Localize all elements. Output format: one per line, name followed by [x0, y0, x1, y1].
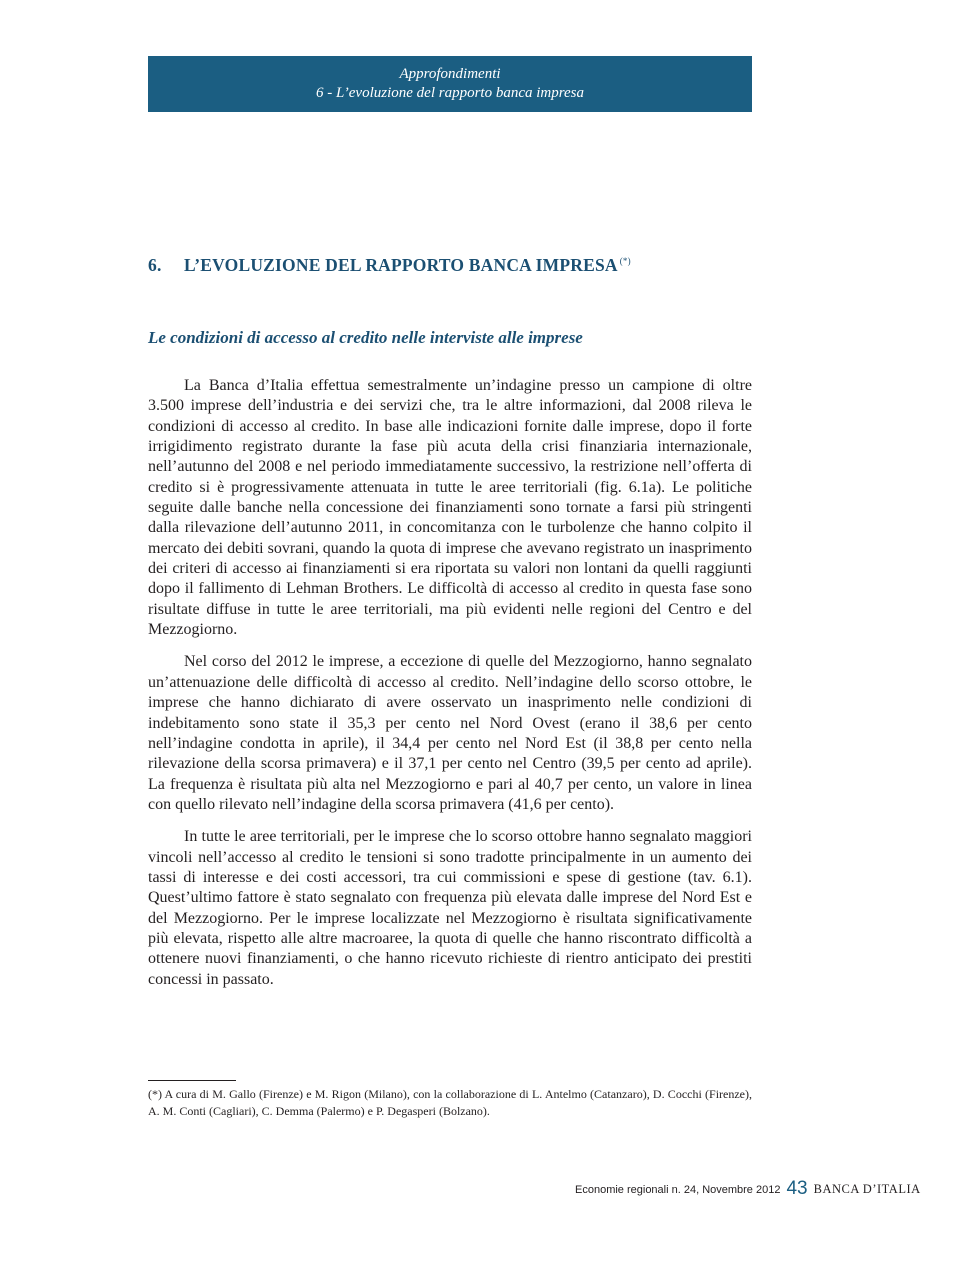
body-text — [148, 376, 752, 1002]
paragraph: In tutte le aree territoriali, per le imprese che lo scorso ottobre hanno segnalato maggiori vincoli nell’accesso al credito le tensioni si sono tradotte principalmente in un aumento dei tassi di interesse e dei costi accessori, tra cui commissioni e spese di gestione (tav. 6.1). Quest’ultimo fattore è stato segnalato con frequenza più elevata dalle imprese del Nord Est e del Mezzogiorno. Per le imprese localizzate nel Mezzogiorno è risultata significativamente più elevata, rispetto alle altre macroaree, la quota di quelle che hanno riscontrato difficoltà a ottenere nuovi finanziamenti, o che hanno ricevuto richieste di rientro anticipato dei prestiti concessi in passato. — [148, 828, 752, 988]
section-title: Le condizioni di accesso al credito nelle interviste alle imprese — [148, 328, 583, 347]
chapter-number: 6. — [148, 255, 162, 275]
brand-name: BANCA D’ITALIA — [813, 1182, 921, 1196]
paragraph: Nel corso del 2012 le imprese, a eccezione di quelle del Mezzogiorno, hanno segnalato un’attenuazione delle difficoltà di accesso al credito. Nell’indagine dello scorso ottobre, le imprese che hanno dichiarato di avere osservato un inasprimento nelle condizioni di indebitamento sono state il 35,3 per cento nel Nord Ovest (erano il 38,6 per cento nell’indagine condotta in aprile), il 34,4 per cento nel Nord Est (il 38,8 per cento nella rilevazione della scorsa primavera) e il 37,1 per cento nel Centro (39,5 per cento ad aprile). La frequenza è risultata più alta nel Mezzogiorno e pari al 40,7 per cento, un valore in linea con quello rilevato nell’indagine della scorsa primavera (41,6 per cento). — [148, 653, 752, 813]
footnote-marker: (*) — [619, 256, 631, 266]
header-chapter-label: 6 - L’evoluzione del rapporto banca impresa — [315, 85, 585, 101]
header-section-label: Approfondimenti — [399, 66, 501, 82]
publication-label: Economie regionali n. 24, Novembre 2012 — [575, 1184, 781, 1196]
footnote: (*) A cura di M. Gallo (Firenze) e M. Rigon (Milano), con la collaborazione di L. Antelmo (Catanzaro), D. Cocchi (Firenze), A. M. Conti (Cagliari), C. Demma (Palermo) e P. Degasperi (Bolzano). — [148, 1087, 752, 1118]
running-header — [148, 56, 752, 112]
chapter-title — [148, 255, 631, 276]
footnote-divider — [148, 1080, 236, 1081]
page-footer — [575, 1178, 921, 1200]
page-number: 43 — [786, 1178, 808, 1199]
chapter-title-text: L’EVOLUZIONE DEL RAPPORTO BANCA IMPRESA — [184, 255, 618, 275]
paragraph: La Banca d’Italia effettua semestralmente un’indagine presso un campione di oltre 3.500 imprese dell’industria e dei servizi che, tra le altre informazioni, dal 2008 rileva le condizioni di accesso al credito. In base alle indicazioni fornite dalle imprese, dopo il forte irrigidimento registrato durante la fase più acuta della crisi finanziaria internazionale, nell’autunno del 2008 e nel periodo immediatamente successivo, la restrizione nell’offerta di credito si è progressivamente attenuata in tutte le aree territoriali (fig. 6.1a). Le politiche seguite dalle banche nella concessione dei finanziamenti sono tornate a farsi più stringenti dalla rilevazione dell’autunno 2011, in concomitanza con le turbolenze che hanno colpito il mercato dei debiti sovrani, quando la quota di imprese che avevano registrato un inasprimento dei criteri di accesso ai finanziamenti si era riportata su valori non lontani da quelli raggiunti dopo il fallimento di Lehman Brothers. Le difficoltà di accesso al credito in questa fase sono risultate diffuse in tutte le aree territoriali, ma più evidenti nelle regioni del Centro e del Mezzogiorno. — [148, 377, 752, 639]
